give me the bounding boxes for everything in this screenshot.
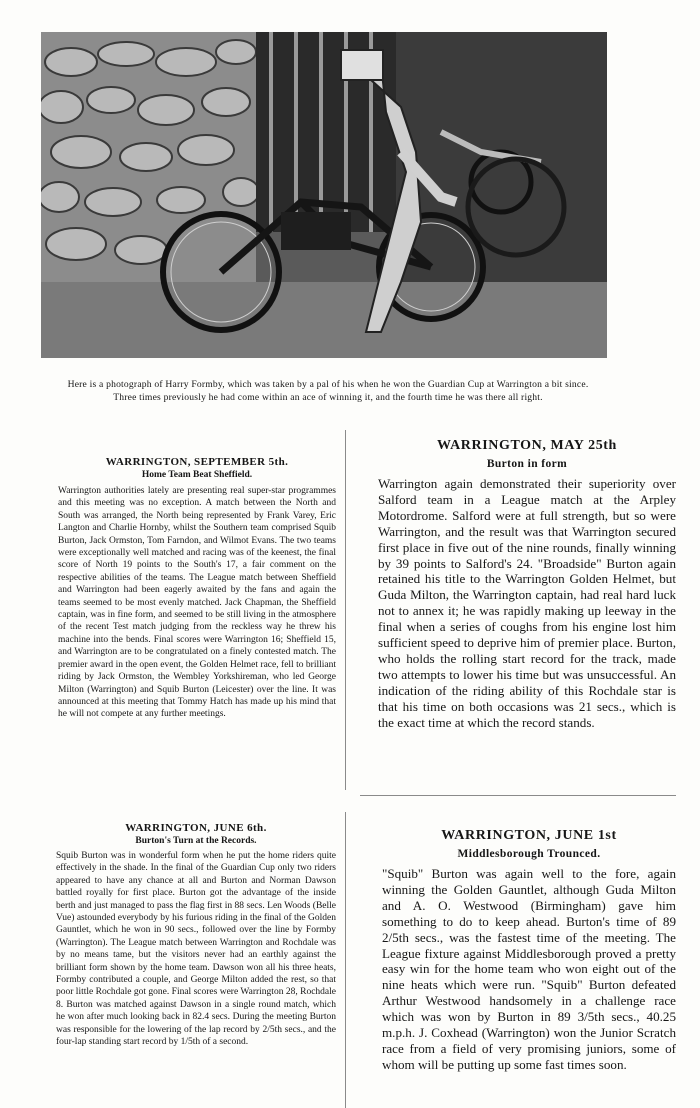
article-subtitle: Burton in form xyxy=(486,458,568,470)
article-subtitle: Middlesborough Trounced. xyxy=(457,848,601,860)
column-divider xyxy=(345,430,346,790)
article-title: WARRINGTON, MAY 25th xyxy=(437,438,617,453)
article-body: Warrington again demonstrated their superiority over Salford team in a League match at the Arpley Motordrome. Salford were at full strength, but so were Warrington, and the result was that Warrington secured first place in five out of the nine rounds, finally winning by 39 points to Salford's 24. "Broadside" Burton again retained his title to the Warrington Golden Helmet, but Guda Milton, the Warrington captain, had real hard luck not to annex it; he was rapidly making up leeway in the final when a series of coughs from his engine lost him sufficient speed to deprive him of premier place. Burton, who holds the rolling start record for the track, made two attempts to lower his time but was unsuccessful. An indication of the riding ability of this Rochdale star is that his time on both occasions was 21 secs., which is the exact time at which the record stands. xyxy=(378,476,676,730)
article-may-25th xyxy=(378,438,676,731)
article-september-5th xyxy=(58,456,336,721)
article-subtitle: Home Team Beat Sheffield. xyxy=(141,470,253,480)
article-title: WARRINGTON, SEPTEMBER 5th. xyxy=(105,456,289,468)
photograph-harry-formby xyxy=(41,32,607,358)
article-title: WARRINGTON, JUNE 1st xyxy=(441,828,617,843)
article-body: Warrington authorities lately are presenting real super-star programmes and this meeting was no exception. A match between the North and South was arranged, the North being represented by Frank Varey, Eric Langton and Charlie Hornby, whilst the Southern team comprised Squib Burton, Jack Ormston, Tom Farndon, and Wilmot Evans. The two teams were exceptionally well matched and racing was of the keenest, the final score of North 19 points to the South's 17, a fair comment on the respective abilities of the teams. The League match between Sheffield and Warrington had been eagerly awaited by the fans and again the teams seemed to be most evenly matched. Jack Chapman, the Sheffield captain, was in fine form, and seemed to be still living in the atmosphere of the recent Test match judging from the reckless way he threw his machine into the bends. Final scores were Warrington 16; Sheffield 15, and Warrington are to be congratulated on a finely contested match. The premier award in the open event, the Golden Helmet race, fell to brilliant riding by Jack Ormston, the Wembley Yorkshireman, who led George Milton (Warrington) and Squib Burton (Leicester) over the line. It was announced at this meeting that Tommy Hatch has made up his mind that he will not compete at any further meetings. xyxy=(58,486,336,720)
section-divider xyxy=(360,795,676,796)
article-body: "Squib" Burton was again well to the fore, again winning the Golden Gauntlet, although Guda Milton and A. O. Westwood (Birmingham) gave him something to do to keep ahead. Burton's time of 89 2/5th secs., was the fastest time of the meeting. The League fixture against Middlesborough proved a pretty easy win for the home team who won eight out of the nine heats which were run. "Squib" Burton defeated Arthur Westwood handsomely in a challenge race which was won by Burton in 89 3/5th secs., 40.25 m.p.h. J. Coxhead (Warrington) won the Junior Scratch race from a field of very promising juniors, some of whom will be putting up some fast times soon. xyxy=(382,866,676,1072)
article-june-6th xyxy=(56,822,336,1049)
article-title: WARRINGTON, JUNE 6th. xyxy=(125,822,267,834)
article-june-1st xyxy=(382,828,676,1073)
article-body: Squib Burton was in wonderful form when he put the home riders quite effectively in the shade. In the final of the Guardian Cup only two riders appeared to have any chance at all and Burton and Norman Dawson battled royally for first place. Burton got the advantage of the inside berth and just managed to pass the flag first in 88 secs. Len Woods (Belle Vue) astounded everybody by his furious riding in the final of the Golden Gauntlet, which he won in 90 secs., followed over the line by Formby (Warrington). The League match between Warrington and Rochdale was by no means tame, but the visitors never had an earthly against the brilliant form shown by the home team. Dawson won all his three heats, Formby contributed a couple, and George Milton added the rest, so that poor little Rochdale got gone. Final scores were Warrington 28, Rochdale 8. Burton was matched against Dawson in a single round match, which he won after much looking back in 82.4 secs. During the meeting Burton was responsible for the lowering of the lap record by 2/5th secs., and the four-lap standing start record by 1/5th of a second. xyxy=(56,851,336,1048)
photo-caption: Here is a photograph of Harry Formby, which was taken by a pal of his when he won the Guardian Cup at Warrington a bit since. Three times previously he had come within an ace of winning it, and the fourth time he was there all right. xyxy=(67,379,589,403)
article-subtitle: Burton's Turn at the Records. xyxy=(135,836,257,846)
column-divider xyxy=(345,812,346,1108)
